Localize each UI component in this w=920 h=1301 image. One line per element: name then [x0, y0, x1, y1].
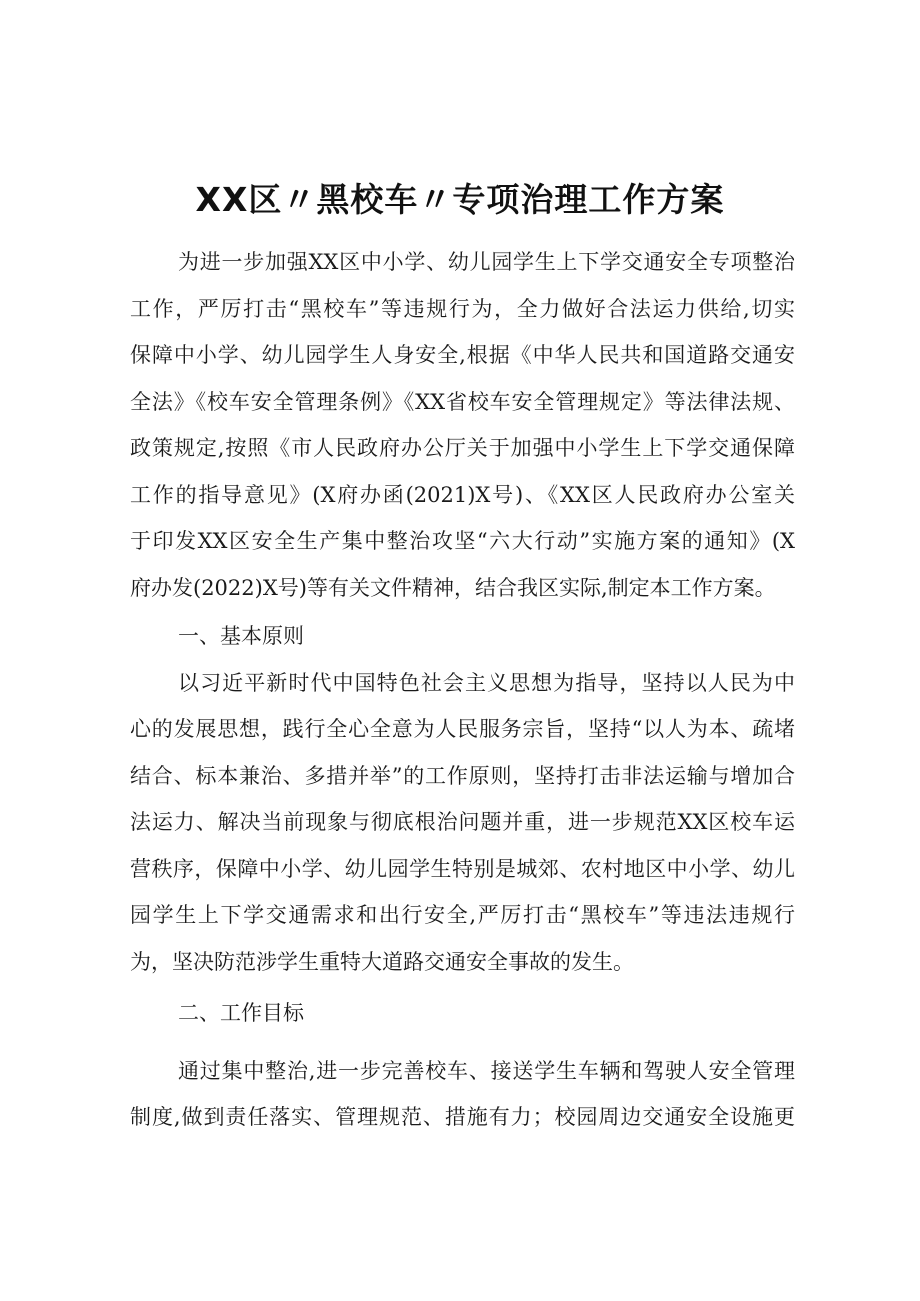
paragraph-1-line-4: 全法》《校车安全管理条例》《XX省校车安全管理规定》等法律法规、	[130, 390, 795, 414]
paragraph-2-line-3: 结合、标本兼治、多措并举”的工作原则，坚持打击非法运输与增加合	[130, 764, 795, 788]
section-heading-1: 一、基本原则	[178, 624, 304, 648]
paragraph-1-line-8: 府办发(2022)X号)等有关文件精神，结合我区实际,制定本工作方案。	[130, 576, 776, 600]
paragraph-2-line-4: 法运力、解决当前现象与彻底根治问题并重，进一步规范XX区校车运	[130, 810, 795, 834]
paragraph-1-line-7: 于印发XX区安全生产集中整治攻坚“六大行动”实施方案的通知》(X	[130, 529, 795, 553]
paragraph-1-line-2: 工作，严厉打击“黑校车”等违规行为，全力做好合法运力供给,切实	[130, 297, 795, 321]
document-title: XX区〃黑校车〃专项治理工作方案	[195, 180, 725, 219]
paragraph-1-line-1: 为进一步加强XX区中小学、幼儿园学生上下学交通安全专项整治	[178, 250, 795, 274]
paragraph-2-line-2: 心的发展思想，践行全心全意为人民服务宗旨，坚持“以人为本、疏堵	[130, 717, 795, 741]
section-heading-2: 二、工作目标	[178, 1001, 304, 1025]
paragraph-2-line-6: 园学生上下学交通需求和出行安全,严厉打击“黑校车”等违法违规行	[130, 903, 795, 927]
paragraph-2-line-1: 以习近平新时代中国特色社会主义思想为指导，坚持以人民为中	[178, 671, 795, 695]
paragraph-1-line-6: 工作的指导意见》(X府办函(2021)X号)、《XX区人民政府办公室关	[130, 483, 795, 507]
paragraph-3-line-2: 制度,做到责任落实、管理规范、措施有力；校园周边交通安全设施更	[130, 1105, 795, 1129]
paragraph-2-line-5: 营秩序，保障中小学、幼儿园学生特别是城郊、农村地区中小学、幼儿	[130, 857, 795, 881]
paragraph-3-line-1: 通过集中整治,进一步完善校车、接送学生车辆和驾驶人安全管理	[178, 1059, 795, 1083]
paragraph-1-line-5: 政策规定,按照《市人民政府办公厅关于加强中小学生上下学交通保障	[130, 436, 795, 460]
paragraph-1-line-3: 保障中小学、幼儿园学生人身安全,根据《中华人民共和国道路交通安	[130, 343, 795, 367]
paragraph-2-line-7: 为，坚决防范涉学生重特大道路交通安全事故的发生。	[130, 950, 634, 974]
